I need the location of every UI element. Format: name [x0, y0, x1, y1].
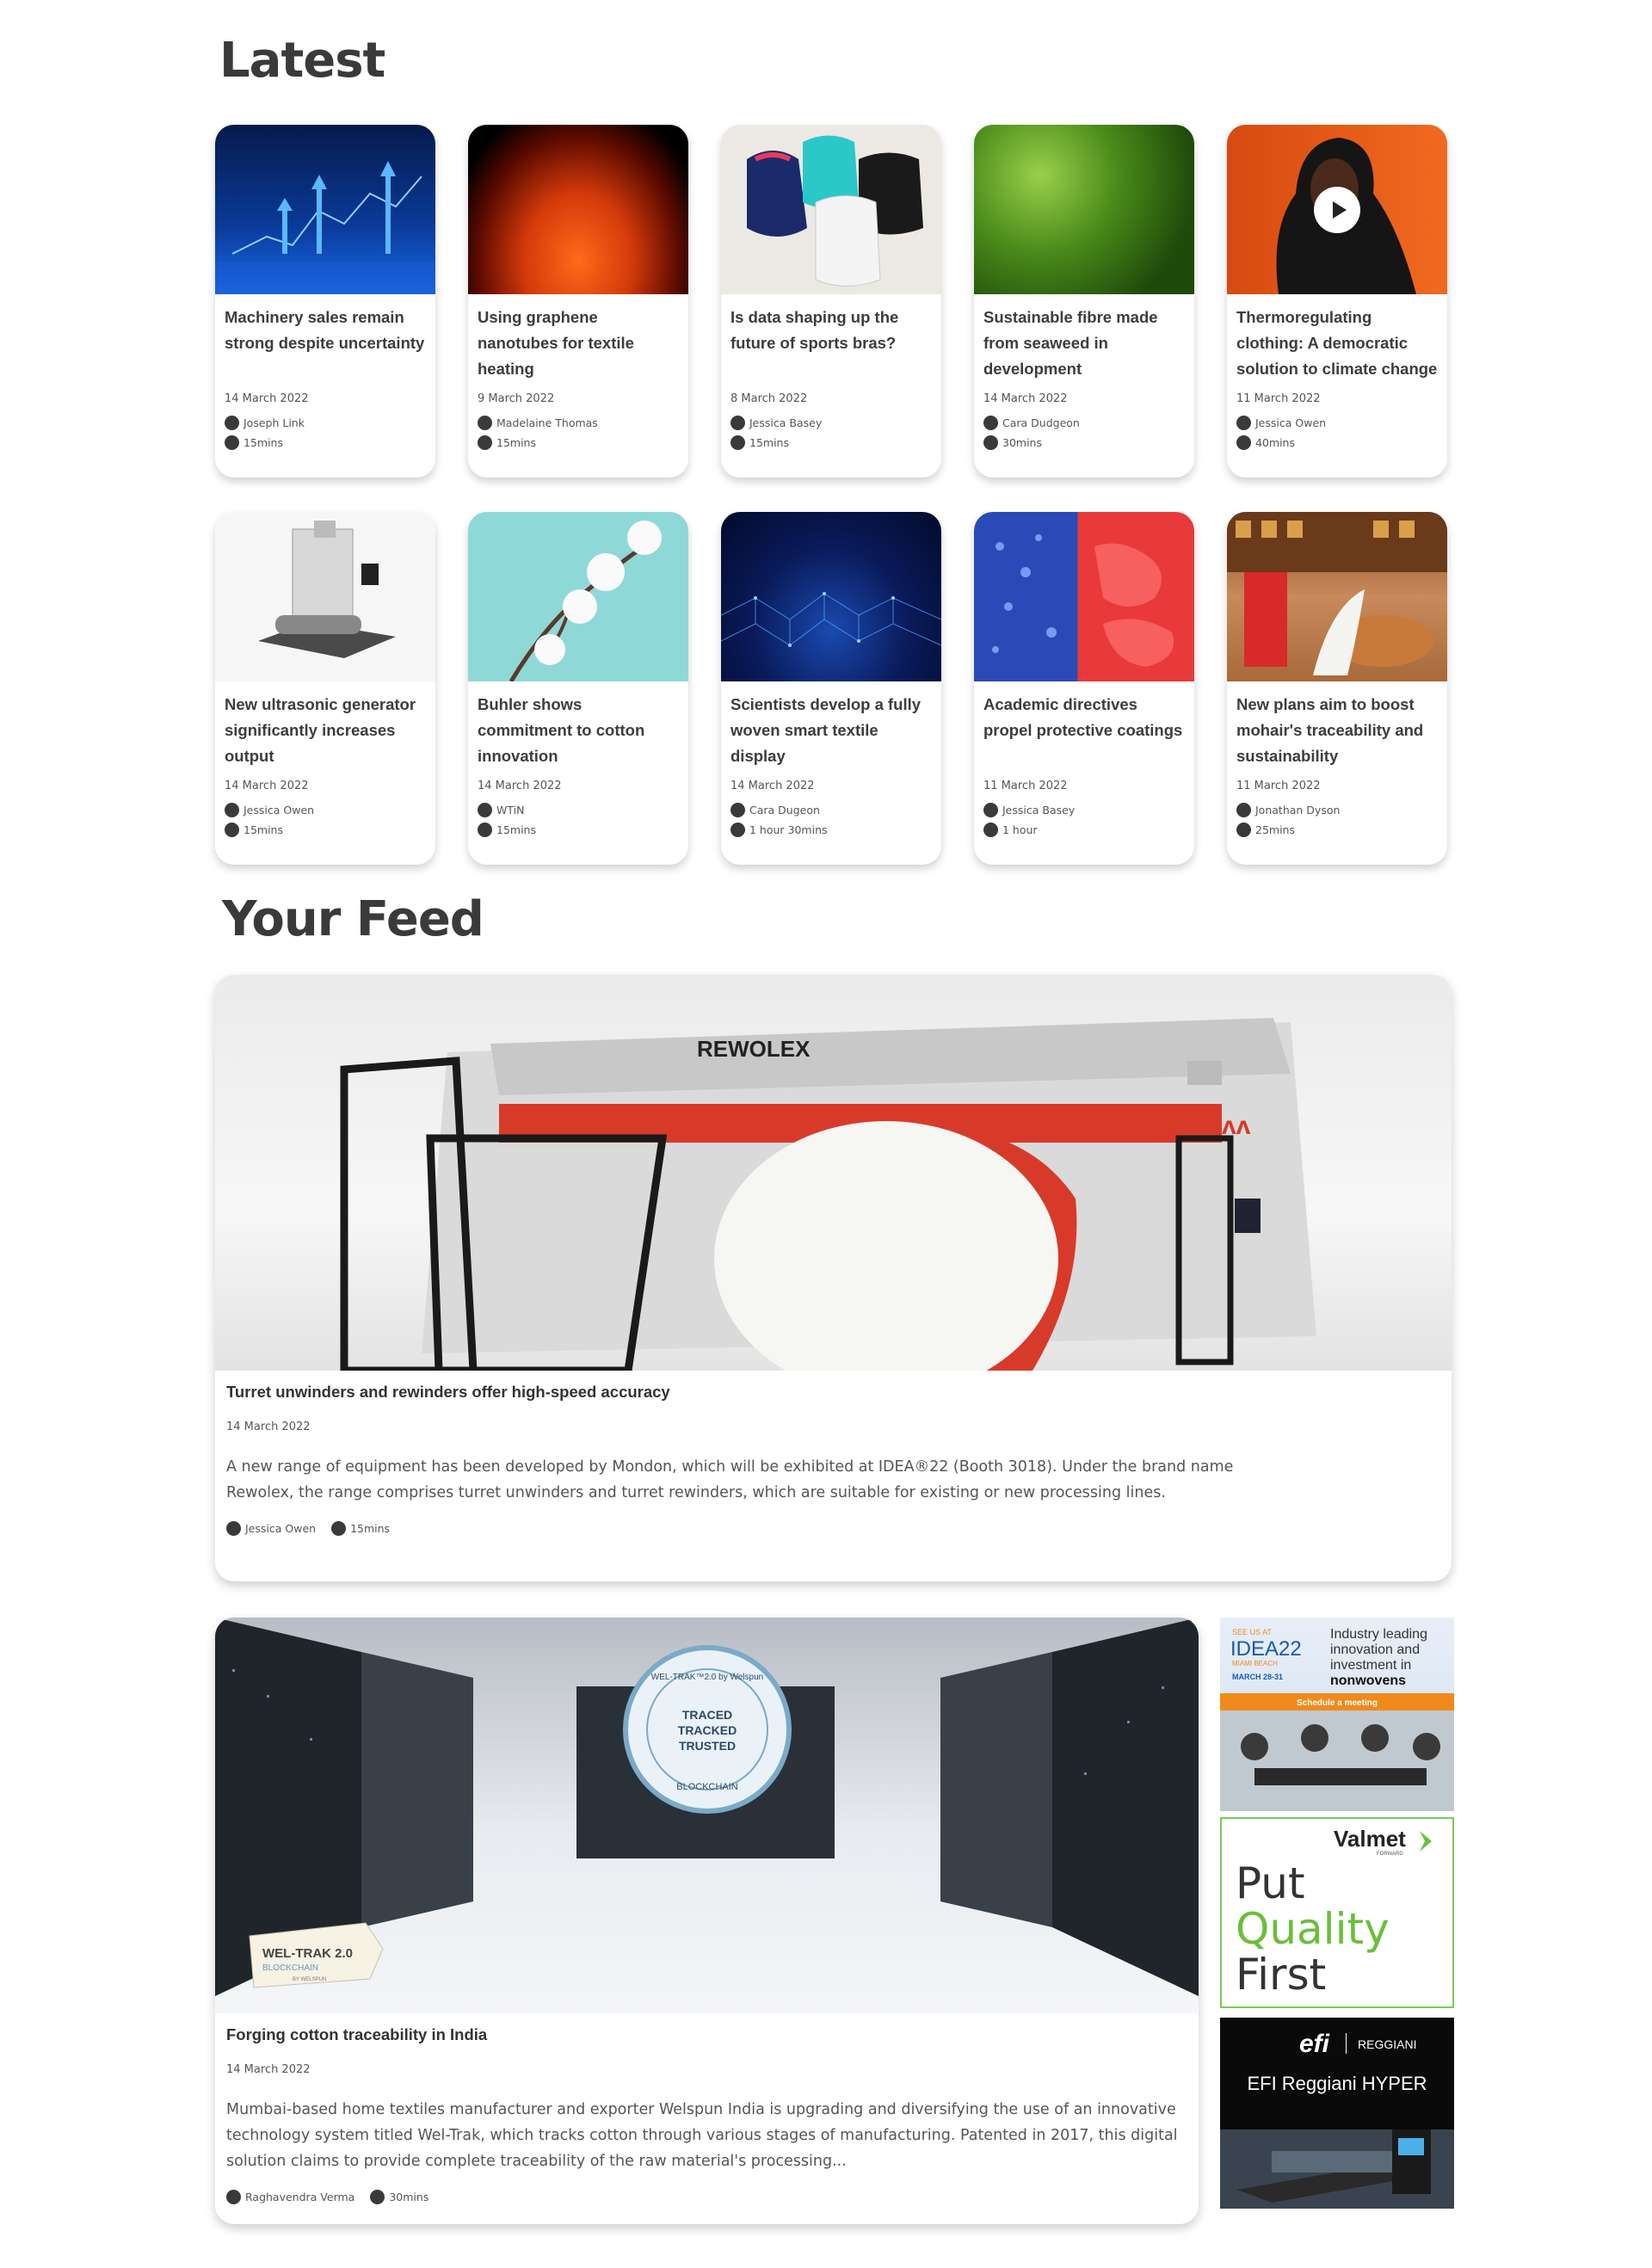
author-row — [226, 2190, 354, 2204]
author-name: Jonathan Dyson — [1255, 804, 1341, 817]
valmet-sub: FORWARD — [1377, 1852, 1403, 1857]
clock-icon — [331, 1521, 346, 1536]
article-image[interactable] — [468, 512, 688, 681]
feed-article-description: Mumbai-based home textiles manufacturer and exporter Welspun India is upgrading and diversifying the use of an innovative technology system titled Wel-Trak, which tracks cotton through various stages of manufacturing. Patented in 2017, this digital solution claims to provide complete traceability of the raw material's processing... — [226, 2101, 1178, 2170]
author-row — [730, 416, 932, 430]
article-title[interactable]: Thermoregulating clothing: A democratic solution to climate change — [1236, 308, 1438, 378]
article-title[interactable]: Sustainable fibre made from seaweed in development — [983, 308, 1158, 378]
clock-icon — [225, 435, 239, 450]
author-name: WTiN — [496, 804, 525, 817]
article-image[interactable] — [468, 125, 688, 294]
author-icon — [478, 803, 492, 817]
author-icon — [983, 803, 998, 817]
seal-line-2: TRACKED — [677, 1723, 737, 1737]
author-name: Cara Dudgeon — [1002, 416, 1080, 429]
idea-copy-1: Industry leading — [1330, 1627, 1427, 1642]
article-image[interactable] — [215, 125, 435, 294]
seal-line-3: TRUSTED — [678, 1739, 737, 1753]
article-date: 14 March 2022 — [983, 392, 1068, 405]
clock-icon — [983, 823, 998, 837]
article-title[interactable]: Using graphene nanotubes for textile heating — [478, 308, 634, 378]
clock-icon — [1236, 823, 1251, 837]
article-date: 14 March 2022 — [225, 392, 309, 405]
read-time: 15mins — [350, 1522, 391, 1535]
article-card[interactable] — [974, 512, 1194, 865]
your-feed-heading: Your Feed — [222, 891, 484, 947]
author-icon — [226, 1521, 241, 1536]
feed-article-meta — [226, 2190, 1187, 2204]
clock-icon — [730, 823, 745, 837]
idea-dates: MARCH 28-31 — [1232, 1673, 1284, 1681]
feed-article-date: 14 March 2022 — [226, 2063, 311, 2076]
author-row — [478, 416, 679, 430]
article-date: 11 March 2022 — [1236, 780, 1321, 792]
seal-bottom-text: BLOCKCHAIN — [676, 1782, 738, 1792]
read-time-row — [983, 823, 1185, 837]
read-time-row — [983, 435, 1185, 450]
idea-name: IDEA22 — [1230, 1637, 1302, 1661]
author-name: Madelaine Thomas — [496, 416, 598, 429]
feed-article-meta — [226, 1521, 1440, 1536]
valmet-line-2: Quality — [1236, 1904, 1390, 1954]
read-time: 15mins — [243, 436, 283, 449]
author-name: Jessica Owen — [1255, 416, 1327, 429]
author-row — [983, 416, 1185, 430]
feed-article-title[interactable]: Turret unwinders and rewinders offer high-speed accuracy — [226, 1383, 670, 1401]
valmet-chevron-icon — [1420, 1831, 1432, 1852]
article-title[interactable]: Machinery sales remain strong despite uncertainty — [225, 308, 425, 352]
article-card[interactable] — [721, 125, 941, 478]
efi-logo: efi — [1299, 2030, 1330, 2058]
read-time: 25mins — [1255, 823, 1295, 836]
article-image[interactable] — [974, 125, 1194, 294]
article-title[interactable]: New ultrasonic generator significantly increases output — [225, 695, 416, 765]
feed-article-image[interactable] — [215, 975, 1452, 1371]
clock-icon — [730, 435, 745, 450]
valmet-ad[interactable] — [1220, 1817, 1454, 2008]
author-row — [983, 803, 1185, 817]
article-title[interactable]: Buhler shows commitment to cotton innovation — [478, 695, 645, 765]
tag-line-2: BLOCKCHAIN — [262, 1963, 319, 1973]
author-icon — [983, 416, 998, 430]
article-card[interactable] — [721, 512, 941, 865]
author-row — [1236, 803, 1438, 817]
read-time-row — [225, 823, 426, 837]
read-time-row — [225, 435, 426, 450]
read-time-row — [478, 823, 679, 837]
clock-icon — [1236, 435, 1251, 450]
article-image[interactable] — [1227, 512, 1447, 681]
idea-copy-3: investment in — [1330, 1658, 1412, 1673]
tag-line-1: WEL-TRAK 2.0 — [262, 1946, 353, 1961]
feed-article-date: 14 March 2022 — [226, 1421, 311, 1433]
author-name: Jessica Owen — [243, 804, 315, 817]
read-time-row — [1236, 823, 1438, 837]
article-card[interactable] — [215, 512, 435, 865]
read-time: 15mins — [496, 823, 536, 836]
clock-icon — [478, 435, 492, 450]
article-date: 11 March 2022 — [983, 780, 1068, 792]
seal-line-1: TRACED — [681, 1708, 733, 1722]
author-icon — [730, 416, 745, 430]
feed-article-image[interactable] — [215, 1618, 1199, 2013]
feed-article-description: A new range of equipment has been developed by Mondon, which will be exhibited at IDEA®22 (Booth 3018). Under the brand name Rewolex, the range comprises turret unwinders and turret rewinders, which are suitable for existing or new processing lines. — [226, 1458, 1234, 1501]
read-time: 15mins — [749, 436, 789, 449]
clock-icon — [478, 823, 492, 837]
article-date: 14 March 2022 — [478, 780, 562, 792]
read-time-row — [478, 435, 679, 450]
latest-heading: Latest — [219, 33, 385, 89]
author-name: Jessica Basey — [1002, 804, 1076, 817]
article-card[interactable] — [1227, 125, 1447, 478]
idea-copy-4: nonwovens — [1330, 1673, 1407, 1688]
valmet-line-3: First — [1236, 1950, 1327, 2000]
article-date: 14 March 2022 — [225, 780, 309, 792]
read-time-row — [331, 1521, 390, 1536]
efi-brand: REGGIANI — [1358, 2037, 1417, 2051]
article-date: 11 March 2022 — [1236, 392, 1321, 405]
read-time: 30mins — [389, 2191, 429, 2203]
author-icon — [730, 803, 745, 817]
feed-article-title[interactable]: Forging cotton traceability in India — [226, 2025, 488, 2043]
article-image[interactable] — [721, 512, 941, 681]
author-icon — [225, 803, 239, 817]
read-time-row — [1236, 435, 1438, 450]
author-name: Raghavendra Verma — [245, 2191, 355, 2203]
article-title[interactable]: Scientists develop a fully woven smart textile display — [730, 695, 922, 765]
efi-reggiani-ad[interactable] — [1220, 2018, 1454, 2209]
clock-icon — [225, 823, 239, 837]
tag-line-3: BY WELSPUN — [293, 1977, 327, 1982]
author-row — [478, 803, 679, 817]
author-row — [225, 803, 426, 817]
author-name: Jessica Owen — [245, 1522, 317, 1535]
read-time: 15mins — [496, 436, 536, 449]
brand-mark-icon: ᴧᴧ — [1222, 1112, 1251, 1140]
read-time: 1 hour 30mins — [749, 823, 828, 836]
article-image[interactable] — [1227, 125, 1447, 294]
article-title[interactable]: Academic directives propel protective coatings — [983, 695, 1183, 739]
seal-top-text: WEL-TRAK™2.0 by Welspun — [650, 1673, 764, 1682]
article-card[interactable] — [215, 125, 435, 478]
clock-icon — [370, 2190, 385, 2204]
feed-article-card[interactable] — [215, 975, 1452, 1581]
clock-icon — [983, 435, 998, 450]
article-image[interactable] — [215, 512, 435, 681]
latest-grid-row-1 — [215, 125, 1454, 478]
author-row — [225, 416, 426, 430]
idea-location: MIAMI BEACH — [1232, 1660, 1278, 1667]
article-title[interactable]: New plans aim to boost mohair's traceability and sustainability — [1236, 695, 1424, 765]
article-image[interactable] — [721, 125, 941, 294]
article-image[interactable] — [974, 512, 1194, 681]
idea-see-us: SEE US AT — [1232, 1628, 1272, 1636]
read-time: 15mins — [243, 823, 283, 836]
article-card[interactable] — [1227, 512, 1447, 865]
efi-product: EFI Reggiani HYPER — [1247, 2073, 1427, 2094]
article-date: 14 March 2022 — [730, 780, 815, 792]
author-icon — [1236, 416, 1251, 430]
author-row — [1236, 416, 1438, 430]
author-name: Jessica Basey — [749, 416, 823, 429]
idea-cta[interactable]: Schedule a meeting — [1297, 1698, 1378, 1708]
read-time: 1 hour — [1002, 823, 1038, 836]
idea22-ad[interactable] — [1220, 1618, 1454, 1811]
idea-copy-2: innovation and — [1330, 1642, 1421, 1657]
article-card[interactable] — [468, 512, 688, 865]
author-name: Cara Dugeon — [749, 804, 820, 817]
author-icon — [225, 416, 239, 430]
rewolex-label: REWOLEX — [697, 1036, 811, 1062]
author-row — [730, 803, 932, 817]
article-date: 9 March 2022 — [478, 392, 555, 405]
article-card[interactable] — [468, 125, 688, 478]
read-time-row — [370, 2190, 428, 2204]
author-icon — [226, 2190, 241, 2204]
valmet-brand: Valmet — [1334, 1826, 1406, 1852]
read-time-row — [730, 435, 932, 450]
article-date: 8 March 2022 — [730, 392, 808, 405]
author-icon — [478, 416, 492, 430]
feed-article-card[interactable] — [215, 1618, 1199, 2224]
article-card[interactable] — [974, 125, 1194, 478]
article-title[interactable]: Is data shaping up the future of sports bras? — [730, 308, 899, 352]
read-time: 30mins — [1002, 436, 1042, 449]
read-time-row — [730, 823, 932, 837]
read-time: 40mins — [1255, 436, 1295, 449]
valmet-line-1: Put — [1236, 1858, 1305, 1908]
author-name: Joseph Link — [243, 416, 305, 429]
author-row — [226, 1521, 316, 1536]
latest-grid-row-2 — [215, 512, 1454, 865]
play-video-button[interactable] — [1314, 187, 1360, 233]
author-icon — [1236, 803, 1251, 817]
